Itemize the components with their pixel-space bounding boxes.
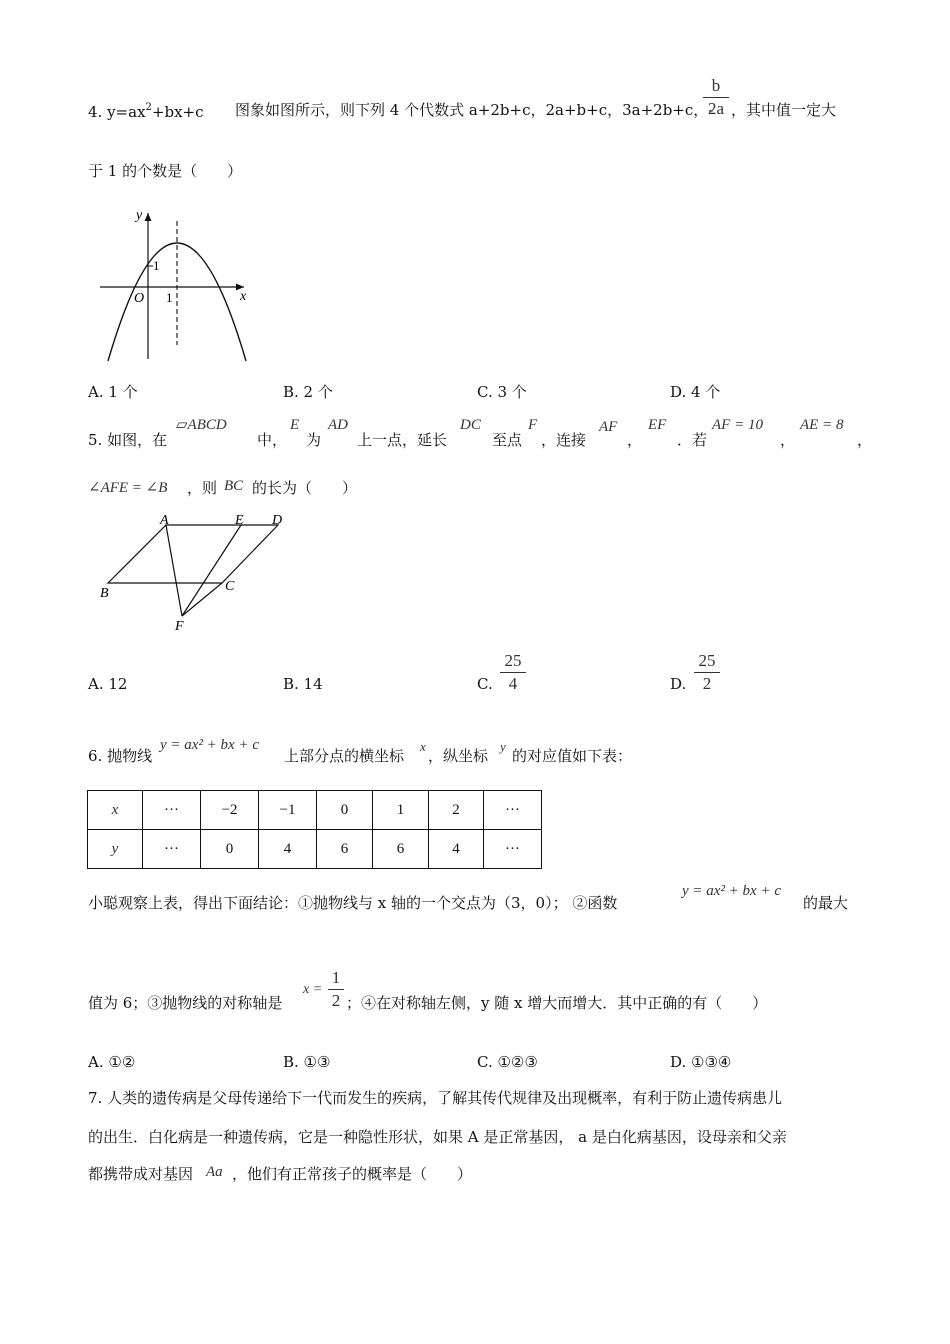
q5-comma-1: ，: [627, 431, 643, 449]
q6-option-d[interactable]: D. ①③④: [670, 1053, 732, 1071]
q5-parallelogram-shape: [108, 525, 278, 583]
q5-option-a[interactable]: A. 12: [88, 675, 128, 693]
q5-fig-label-b: B: [100, 586, 109, 601]
q5-option-c-numerator: 25: [504, 651, 522, 670]
q4-frac-numerator: b: [711, 76, 721, 95]
q6-observation-line2-tail: ；④在对称轴左侧，y 随 x 增大而增大．其中正确的有（ ）: [346, 994, 768, 1012]
q5-point-e: E: [290, 417, 300, 433]
q5-text-shang: 上一点，延长: [357, 431, 448, 449]
q5-line-af: [166, 525, 182, 616]
q5-option-d-fraction: [694, 651, 720, 694]
q6-option-c[interactable]: C. ①②③: [477, 1053, 538, 1071]
q5-parallelogram-abcd: ▱ABCD: [176, 417, 227, 433]
q4-option-b[interactable]: B. 2 个: [283, 383, 333, 401]
q7-line-2: 的出生．白化病是一种遗传病，它是一种隐性形状，如果 A 是正常基因， a 是白化病基因，设母亲和父亲: [88, 1128, 787, 1146]
q6-value-table: [87, 790, 542, 869]
q5-segment-ad: AD: [328, 417, 348, 433]
q6-var-x: x: [420, 739, 426, 754]
q4-label-y: y: [136, 208, 143, 223]
q6-axis-bar: [328, 989, 344, 990]
q4-option-a[interactable]: A. 1 个: [88, 383, 138, 401]
q5-stem-tail: 的长为（ ）: [252, 479, 358, 497]
q5-segment-dc: DC: [460, 417, 481, 433]
q5-option-d[interactable]: D.: [670, 675, 687, 693]
q5-text-ruo: ．若: [677, 431, 708, 449]
q5-option-d-numerator: 25: [698, 651, 716, 670]
q5-line-ef: [182, 525, 241, 616]
q5-fig-label-f: F: [175, 619, 184, 634]
q6-text-mid2: ，纵坐标: [428, 747, 489, 765]
q4-parabola-graph: [96, 203, 256, 363]
q4-label-origin: O: [134, 291, 145, 306]
q6-option-a[interactable]: A. ①②: [88, 1053, 136, 1071]
q6-text-mid: 上部分点的横坐标: [284, 747, 405, 765]
q5-condition-af: AF = 10: [712, 417, 763, 433]
table-cell: ···: [143, 830, 201, 869]
q5-fig-label-e: E: [235, 513, 244, 528]
q5-comma-2: ，: [780, 431, 796, 449]
q4-stem-text: 图象如图所示，则下列 4 个代数式 a+2b+c，2a+b+c，3a+2b+c，-: [235, 101, 714, 119]
table-row: [88, 791, 542, 830]
q4-frac-denominator: 2a: [707, 99, 725, 118]
table-cell: 0: [201, 830, 259, 869]
q5-text-zhong: 中，: [257, 431, 288, 449]
q6-equation: y = ax² + bx + c: [160, 737, 259, 753]
q5-fig-label-d: D: [272, 513, 283, 528]
q5-line-dc-extension: [182, 583, 222, 616]
q5-option-c-denominator: 4: [508, 674, 518, 693]
q6-axis-denominator: 2: [331, 991, 341, 1010]
table-cell: −1: [259, 791, 317, 830]
q4-exponent: 2: [145, 102, 152, 113]
q7-line-1: 7. 人类的遗传病是父母传递给下一代而发生的疾病，了解其传代规律及出现概率，有利于防止遗传病患儿: [88, 1089, 783, 1107]
q4-label-one-x: 1: [166, 290, 173, 305]
q5-option-d-denominator: 2: [702, 674, 712, 693]
q5-text-ze: ，则: [187, 479, 218, 497]
table-cell: ···: [484, 830, 542, 869]
q5-condition-ae: AE = 8: [800, 417, 844, 433]
table-cell: ···: [143, 791, 201, 830]
table-cell: −2: [201, 791, 259, 830]
q6-axis-numerator: 1: [331, 968, 341, 987]
q5-text-wei: 为: [306, 431, 322, 449]
q4-prefix: 4. y=ax: [88, 103, 146, 121]
q5-fig-label-a: A: [160, 513, 169, 528]
table-cell: 4: [259, 830, 317, 869]
q4-stem-formula: [88, 103, 204, 120]
q4-label-x: x: [240, 289, 247, 304]
q6-axis-fraction: [328, 968, 344, 1011]
q5-option-d-bar: [694, 672, 720, 673]
q6-stem-start: 6. 抛物线: [88, 747, 153, 765]
q6-stem-tail: 的对应值如下表：: [512, 747, 633, 765]
q5-stem-start: 5. 如图，在: [88, 431, 168, 449]
q5-option-c-bar: [500, 672, 526, 673]
q4-stem-text-end: ，其中值一定大: [731, 101, 837, 119]
q6-observation-line1: 小聪观察上表，得出下面结论：①抛物线与 x 轴的一个交点为（3，0）； ②函数: [88, 894, 618, 912]
table-cell: 4: [429, 830, 484, 869]
q5-text-lianjie: ，连接: [541, 431, 587, 449]
table-cell: 2: [429, 791, 484, 830]
q4-suffix: +bx+c: [151, 103, 204, 121]
q7-line-3-start: 都携带成对基因: [88, 1165, 194, 1183]
table-cell: 6: [373, 830, 429, 869]
q5-comma-3: ，: [857, 431, 873, 449]
q4-frac-bar: [703, 97, 729, 98]
q6-observation-line1-tail: 的最大: [803, 894, 849, 912]
q5-option-b[interactable]: B. 14: [283, 675, 323, 693]
q5-text-zhidian: 至点: [492, 431, 523, 449]
q4-fraction: [703, 76, 729, 119]
q5-angle-condition: ∠AFE = ∠B: [88, 480, 168, 496]
q4-label-one-y: 1: [153, 258, 160, 273]
q7-line-3-tail: ，他们有正常孩子的概率是（ ）: [232, 1165, 473, 1183]
table-cell: 0: [317, 791, 373, 830]
q6-observation-line2: 值为 6；③抛物线的对称轴是: [88, 994, 283, 1012]
q4-option-c[interactable]: C. 3 个: [477, 383, 527, 401]
q5-option-c[interactable]: C.: [477, 675, 493, 693]
q6-var-y: y: [500, 739, 506, 754]
table-row: [88, 830, 542, 869]
q4-y-arrow: [145, 213, 152, 221]
q5-point-f: F: [528, 417, 538, 433]
table-header-x: x: [88, 791, 143, 830]
table-cell: 6: [317, 830, 373, 869]
q5-segment-af: AF: [599, 419, 618, 435]
q4-stem-line2: 于 1 的个数是（ ）: [88, 162, 243, 180]
table-cell: 1: [373, 791, 429, 830]
table-header-y: y: [88, 830, 143, 869]
q5-segment-ef: EF: [648, 417, 667, 433]
q5-parallelogram-figure: [96, 510, 296, 635]
table-cell: ···: [484, 791, 542, 830]
q4-option-d[interactable]: D. 4 个: [670, 383, 721, 401]
q6-option-b[interactable]: B. ①③: [283, 1053, 331, 1071]
q7-genotype-aa: Aa: [206, 1164, 223, 1180]
q5-option-c-fraction: [500, 651, 526, 694]
q6-equation-2: y = ax² + bx + c: [682, 883, 781, 899]
q6-axis-x-label: x =: [303, 982, 323, 997]
q5-segment-bc: BC: [224, 478, 244, 494]
q5-fig-label-c: C: [225, 579, 235, 594]
